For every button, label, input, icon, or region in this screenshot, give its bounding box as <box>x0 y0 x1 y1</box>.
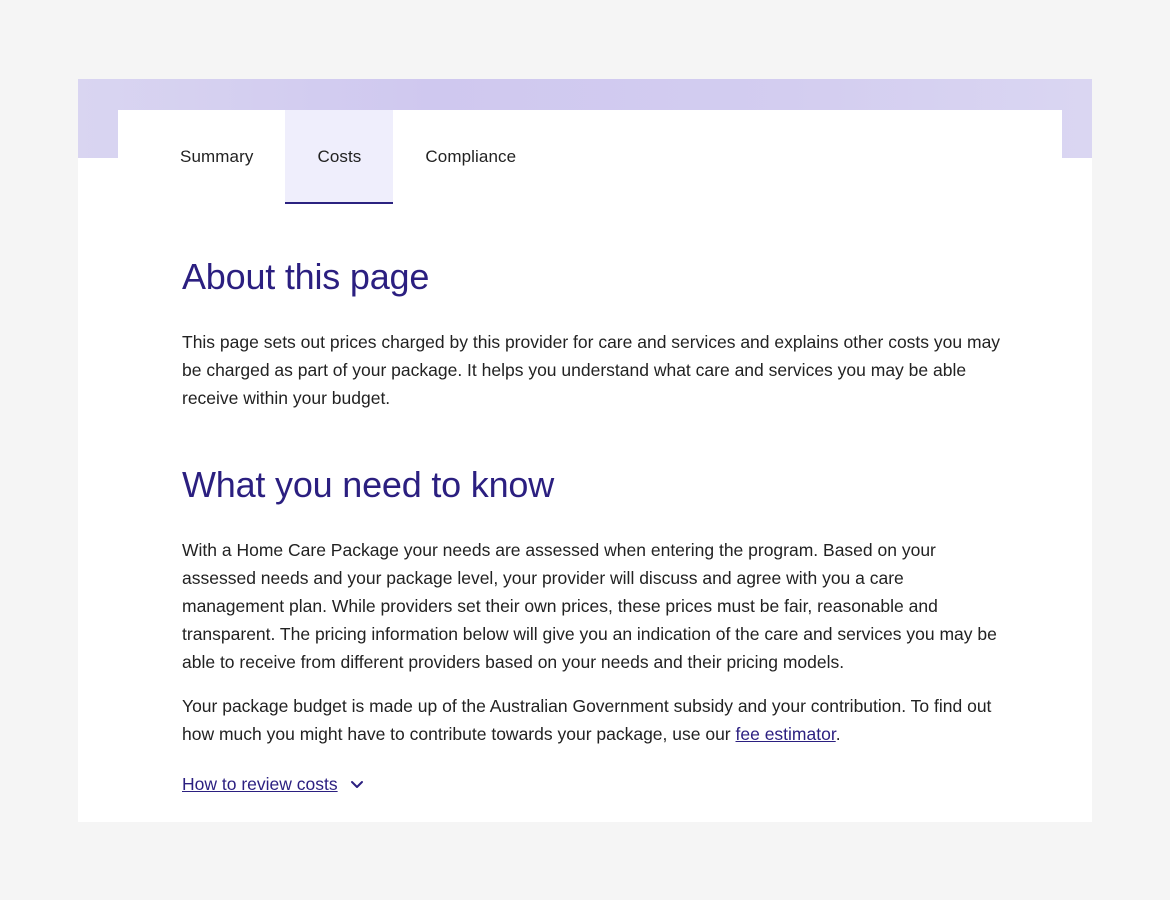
budget-text-end: . <box>835 724 841 744</box>
tab-compliance[interactable]: Compliance <box>425 147 517 166</box>
content-card <box>118 110 1062 822</box>
tab-summary[interactable]: Summary <box>180 147 254 166</box>
budget-paragraph <box>182 692 1002 748</box>
tab-bar <box>148 110 548 204</box>
tab-costs[interactable]: Costs <box>285 110 393 204</box>
fee-estimator-link[interactable]: fee estimator <box>735 724 836 744</box>
review-costs-label: How to review costs <box>182 774 338 794</box>
need-to-know-heading: What you need to know <box>182 464 555 505</box>
about-heading: About this page <box>182 256 430 297</box>
chevron-down-icon <box>350 780 364 790</box>
need-to-know-paragraph: With a Home Care Package your needs are assessed when entering the program. Based on your assessed needs and your package level, your provider will discuss and agree with you a care management plan. While providers set their own prices, these prices must be fair, reasonable and transparent. The pricing information below will give you an indication of the care and services you may be able to receive from different providers based on your needs and their pricing models. <box>182 540 997 672</box>
budget-text: Your package budget is made up of the Australian Government subsidy and your contribution. To find out how much you might have to contribute towards your package, use our <box>182 696 992 744</box>
about-paragraph: This page sets out prices charged by this provider for care and services and explains other costs you may be charged as part of your package. It helps you understand what care and services you may be able receive within your budget. <box>182 332 1001 408</box>
review-costs-link[interactable] <box>182 774 338 795</box>
review-costs-toggle[interactable] <box>182 774 364 795</box>
